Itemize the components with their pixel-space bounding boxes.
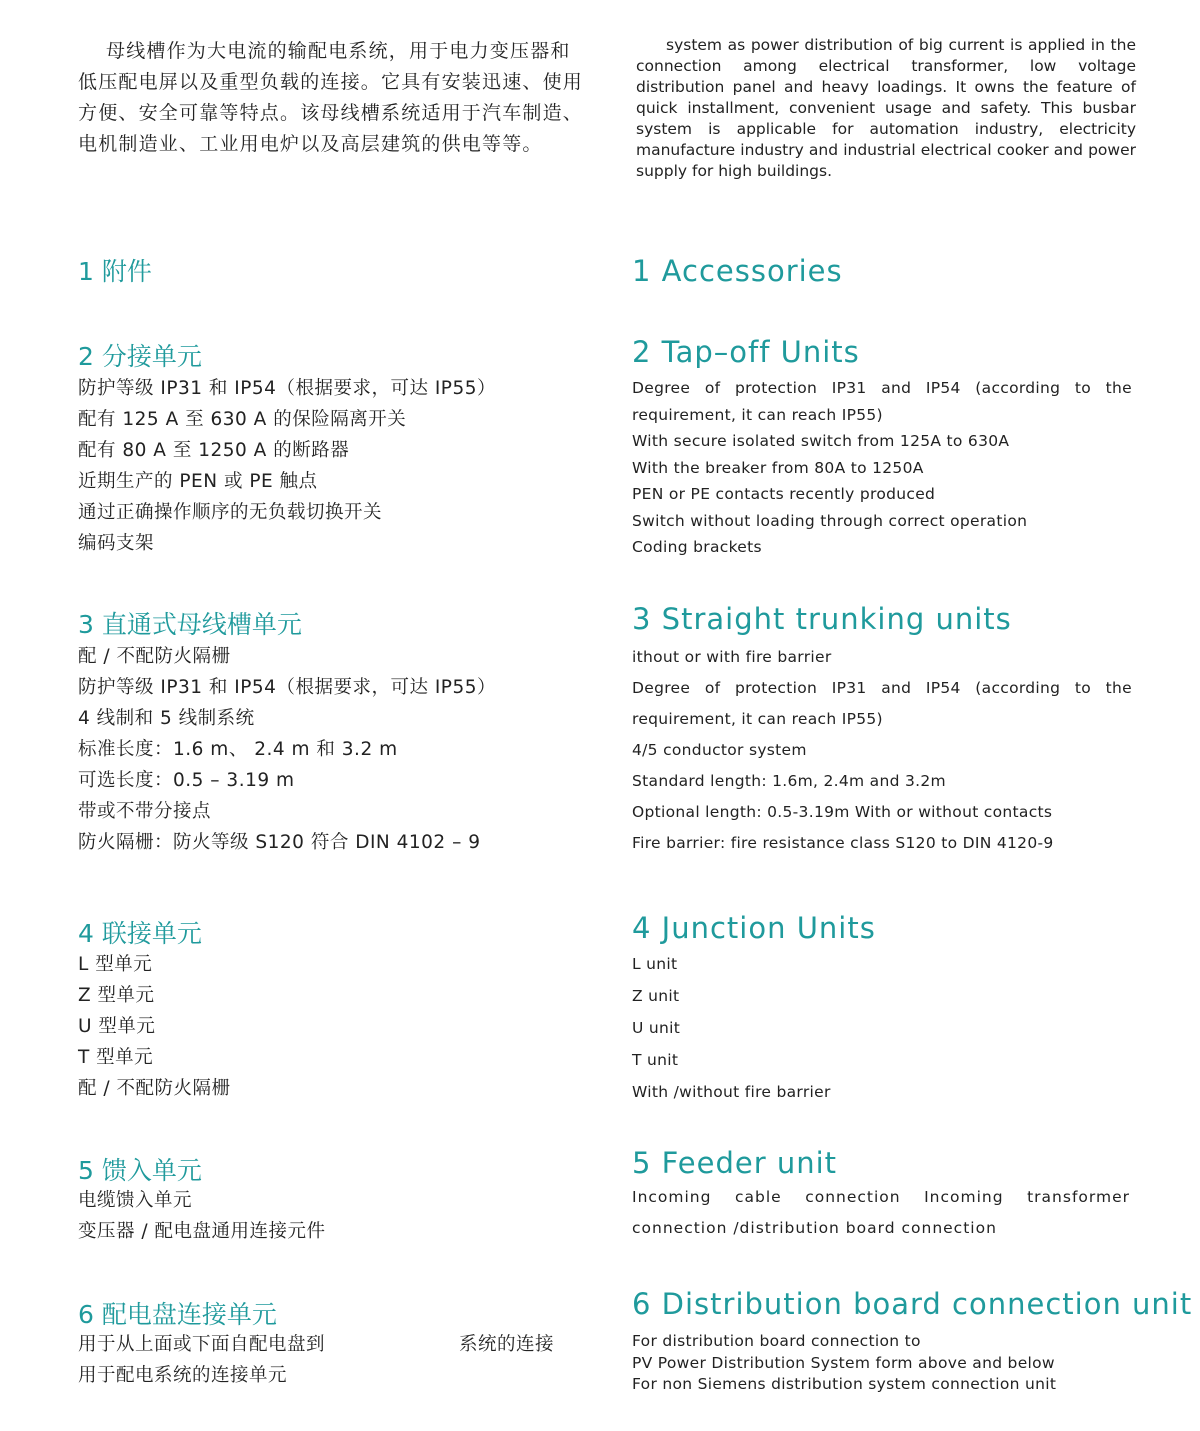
section-2-body-en [632,375,1132,561]
list-item: 用于从上面或下面自配电盘到 [78,1334,326,1355]
list-item: PV Power Distribution System form above and below [632,1353,1055,1372]
section-5-title-en: 5 Feeder unit [632,1146,838,1180]
list-item: 近期生产的 PEN 或 PE 触点 [78,471,318,492]
list-item: T unit [632,1051,679,1069]
list-item: Degree of protection IP31 and IP54 (according to the [632,379,1132,397]
list-item: For non Siemens distribution system connection unit [632,1375,1057,1393]
intro-english: system as power distribution of big current is applied in the connection among electrical transformer, low voltage distribution panel and heavy loadings. It owns the feature of quick installment, convenient usage and safety. This busbar system is applicable for automation industry, electricity manufacture industry and industrial electrical cooker and power supply for high buildings. [636,36,1136,180]
section-5-body-zh [78,1185,326,1247]
section-1-title-zh: 1 附件 [78,257,152,286]
list-item: 配 / 不配防火隔栅 [78,1078,231,1099]
list-item: requirement, it can reach IP55) [632,405,883,424]
section-4-title-zh: 4 联接单元 [78,919,202,948]
section-4-body-zh [78,949,231,1104]
list-item: 带或不带分接点 [78,801,212,822]
list-item: With secure isolated switch from 125A to 630A [632,432,1010,450]
list-item: U 型单元 [78,1016,156,1037]
section-3-body-zh [78,641,496,858]
section-6-body-en [632,1331,1056,1396]
list-item: requirement, it can reach IP55) [632,710,883,728]
list-item: 可选长度：0.5 – 3.19 m [78,770,295,791]
list-item: Z unit [632,987,680,1005]
section-6-aside-zh: 系统的连接 [459,1334,555,1355]
list-item: connection /distribution board connection [632,1219,997,1237]
list-item: U unit [632,1019,681,1037]
section-6-body-zh [78,1329,325,1391]
list-item: Fire barrier: fire resistance class S120 to DIN 4120-9 [632,834,1054,852]
section-2-title-zh: 2 分接单元 [78,342,202,371]
section-2-body-zh [78,373,496,559]
list-item: Standard length: 1.6m, 2.4m and 3.2m [632,772,946,790]
list-item: 变压器 / 配电盘通用连接元件 [78,1221,326,1242]
section-5-body-en [632,1182,1130,1244]
section-6-title-zh: 6 配电盘连接单元 [78,1300,277,1329]
list-item: L 型单元 [78,954,153,975]
list-item: 防护等级 IP31 和 IP54（根据要求，可达 IP55） [78,378,496,399]
list-item: PEN or PE contacts recently produced [632,485,936,503]
list-item: With the breaker from 80A to 1250A [632,458,924,477]
list-item: 防火隔栅：防火等级 S120 符合 DIN 4102 – 9 [78,832,481,853]
list-item: 配有 80 A 至 1250 A 的断路器 [78,440,350,461]
list-item: 通过正确操作顺序的无负载切换开关 [78,502,383,523]
list-item: 配有 125 A 至 630 A 的保险隔离开关 [78,409,407,430]
list-item: L unit [632,955,678,973]
list-item: Z 型单元 [78,985,155,1006]
section-5-title-zh: 5 馈入单元 [78,1156,202,1185]
list-item: 4 线制和 5 线制系统 [78,708,255,729]
section-3-title-en: 3 Straight trunking units [632,602,1012,636]
list-item: 标准长度：1.6 m、 2.4 m 和 3.2 m [78,739,398,760]
list-item: 编码支架 [78,533,155,554]
section-3-title-zh: 3 直通式母线槽单元 [78,610,302,639]
list-item: Switch without loading through correct operation [632,511,1028,530]
list-item: 电缆馈入单元 [78,1190,193,1211]
section-3-body-en [632,642,1132,859]
list-item: For distribution board connection to [632,1332,921,1350]
section-4-title-en: 4 Junction Units [632,911,876,945]
intro-chinese: 母线槽作为大电流的输配电系统，用于电力变压器和低压配电屏以及重型负载的连接。它具有安装迅速、使用方便、安全可靠等特点。该母线槽系统适用于汽车制造、电机制造业、工业用电炉以及高层建筑的供电等等。 [78,40,584,155]
section-1-title-en: 1 Accessories [632,254,843,288]
list-item: 4/5 conductor system [632,741,807,759]
section-4-body-en [632,948,831,1108]
list-item: With /without fire barrier [632,1083,831,1101]
list-item: 防护等级 IP31 和 IP54（根据要求，可达 IP55） [78,677,496,698]
list-item: T 型单元 [78,1047,154,1068]
list-item: ithout or with fire barrier [632,648,832,666]
section-2-title-en: 2 Tap–off Units [632,335,860,369]
list-item: Incoming cable connection Incoming transformer [632,1188,1130,1206]
section-6-title-en: 6 Distribution board connection unit [632,1287,1193,1321]
list-item: 用于配电系统的连接单元 [78,1365,288,1386]
list-item: Degree of protection IP31 and IP54 (according to the [632,679,1132,697]
list-item: Optional length: 0.5-3.19m With or without contacts [632,803,1053,821]
list-item: 配 / 不配防火隔栅 [78,646,231,667]
list-item: Coding brackets [632,538,762,556]
